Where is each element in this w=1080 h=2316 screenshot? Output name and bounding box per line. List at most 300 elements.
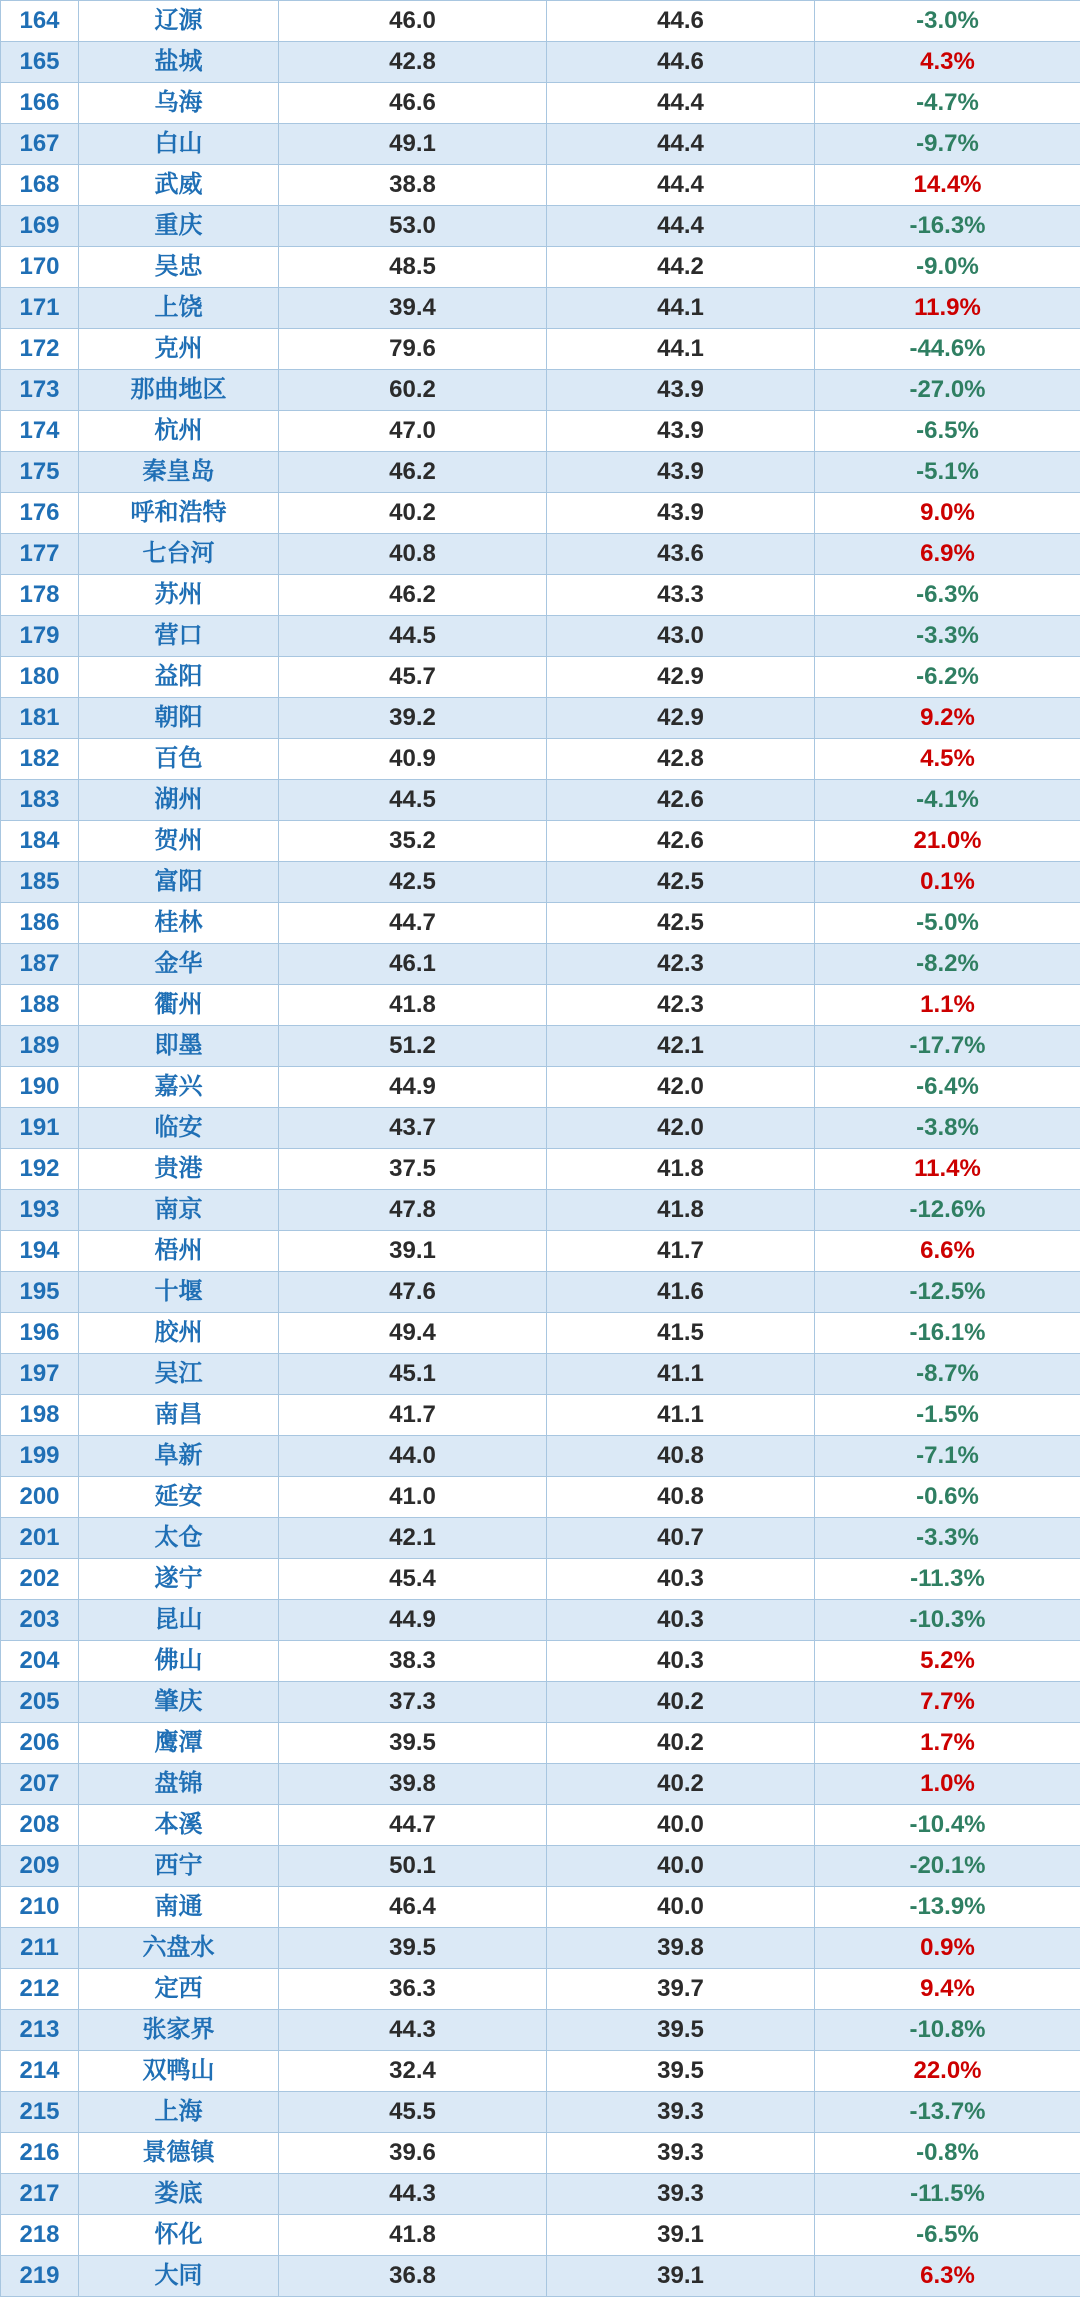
- cell-rank: 218: [1, 2215, 79, 2256]
- cell-value1: 44.0: [279, 1436, 547, 1477]
- cell-rank: 207: [1, 1764, 79, 1805]
- cell-city: 景德镇: [79, 2133, 279, 2174]
- cell-value1: 46.1: [279, 944, 547, 985]
- cell-change: -7.1%: [815, 1436, 1080, 1477]
- cell-rank: 211: [1, 1928, 79, 1969]
- cell-change: -4.7%: [815, 83, 1080, 124]
- cell-rank: 185: [1, 862, 79, 903]
- cell-value1: 49.4: [279, 1313, 547, 1354]
- cell-value2: 43.9: [547, 493, 815, 534]
- cell-rank: 199: [1, 1436, 79, 1477]
- table-row: [1, 821, 1080, 862]
- table-row: [1, 657, 1080, 698]
- cell-value1: 39.1: [279, 1231, 547, 1272]
- cell-value2: 41.5: [547, 1313, 815, 1354]
- table-row: [1, 1682, 1080, 1723]
- cell-value1: 44.3: [279, 2010, 547, 2051]
- table-row: [1, 903, 1080, 944]
- cell-city: 鹰潭: [79, 1723, 279, 1764]
- cell-change: -16.3%: [815, 206, 1080, 247]
- table-row: [1, 1026, 1080, 1067]
- cell-value1: 41.8: [279, 985, 547, 1026]
- table-body: [1, 1, 1080, 2297]
- cell-city: 张家界: [79, 2010, 279, 2051]
- cell-change: 11.9%: [815, 288, 1080, 329]
- cell-rank: 170: [1, 247, 79, 288]
- cell-value2: 42.0: [547, 1108, 815, 1149]
- table-row: [1, 698, 1080, 739]
- cell-city: 桂林: [79, 903, 279, 944]
- cell-city: 辽源: [79, 1, 279, 42]
- table-row: [1, 1764, 1080, 1805]
- table-row: [1, 411, 1080, 452]
- cell-value1: 41.7: [279, 1395, 547, 1436]
- cell-change: -11.5%: [815, 2174, 1080, 2215]
- cell-value1: 39.5: [279, 1928, 547, 1969]
- cell-value2: 43.9: [547, 452, 815, 493]
- table-row: [1, 452, 1080, 493]
- cell-value2: 40.3: [547, 1600, 815, 1641]
- table-row: [1, 247, 1080, 288]
- cell-city: 临安: [79, 1108, 279, 1149]
- cell-city: 即墨: [79, 1026, 279, 1067]
- cell-change: 0.1%: [815, 862, 1080, 903]
- cell-value2: 39.3: [547, 2092, 815, 2133]
- cell-change: -10.4%: [815, 1805, 1080, 1846]
- cell-value1: 32.4: [279, 2051, 547, 2092]
- cell-value1: 47.0: [279, 411, 547, 452]
- cell-change: -9.7%: [815, 124, 1080, 165]
- table-row: [1, 780, 1080, 821]
- cell-city: 南昌: [79, 1395, 279, 1436]
- cell-rank: 189: [1, 1026, 79, 1067]
- cell-rank: 171: [1, 288, 79, 329]
- table-row: [1, 575, 1080, 616]
- cell-value2: 42.6: [547, 821, 815, 862]
- cell-change: -12.6%: [815, 1190, 1080, 1231]
- cell-city: 遂宁: [79, 1559, 279, 1600]
- table-row: [1, 1395, 1080, 1436]
- cell-value2: 40.8: [547, 1436, 815, 1477]
- cell-city: 娄底: [79, 2174, 279, 2215]
- cell-rank: 213: [1, 2010, 79, 2051]
- cell-value1: 45.1: [279, 1354, 547, 1395]
- cell-value2: 42.6: [547, 780, 815, 821]
- table-row: [1, 1559, 1080, 1600]
- cell-value2: 41.7: [547, 1231, 815, 1272]
- cell-city: 上海: [79, 2092, 279, 2133]
- cell-value1: 39.5: [279, 1723, 547, 1764]
- cell-city: 南京: [79, 1190, 279, 1231]
- cell-value1: 60.2: [279, 370, 547, 411]
- cell-city: 朝阳: [79, 698, 279, 739]
- cell-change: -3.3%: [815, 616, 1080, 657]
- cell-value1: 45.4: [279, 1559, 547, 1600]
- cell-value2: 44.4: [547, 124, 815, 165]
- cell-city: 太仓: [79, 1518, 279, 1559]
- cell-city: 本溪: [79, 1805, 279, 1846]
- table-row: [1, 2215, 1080, 2256]
- cell-value1: 39.2: [279, 698, 547, 739]
- cell-city: 秦皇岛: [79, 452, 279, 493]
- cell-value1: 38.3: [279, 1641, 547, 1682]
- cell-rank: 184: [1, 821, 79, 862]
- table-row: [1, 1969, 1080, 2010]
- cell-value2: 40.2: [547, 1723, 815, 1764]
- table-row: [1, 944, 1080, 985]
- cell-value1: 79.6: [279, 329, 547, 370]
- table-row: [1, 1108, 1080, 1149]
- table-row: [1, 42, 1080, 83]
- cell-rank: 168: [1, 165, 79, 206]
- table-row: [1, 2133, 1080, 2174]
- cell-rank: 200: [1, 1477, 79, 1518]
- cell-city: 肇庆: [79, 1682, 279, 1723]
- cell-rank: 195: [1, 1272, 79, 1313]
- cell-rank: 204: [1, 1641, 79, 1682]
- table-row: [1, 1313, 1080, 1354]
- cell-change: -27.0%: [815, 370, 1080, 411]
- cell-city: 呼和浩特: [79, 493, 279, 534]
- table-row: [1, 2174, 1080, 2215]
- cell-value1: 46.6: [279, 83, 547, 124]
- cell-rank: 198: [1, 1395, 79, 1436]
- table-row: [1, 1846, 1080, 1887]
- cell-value1: 39.4: [279, 288, 547, 329]
- cell-city: 十堰: [79, 1272, 279, 1313]
- cell-value1: 44.5: [279, 780, 547, 821]
- table-row: [1, 1354, 1080, 1395]
- table-row: [1, 1805, 1080, 1846]
- cell-change: 7.7%: [815, 1682, 1080, 1723]
- cell-rank: 187: [1, 944, 79, 985]
- cell-value1: 37.5: [279, 1149, 547, 1190]
- table-row: [1, 1600, 1080, 1641]
- table-row: [1, 2010, 1080, 2051]
- table-row: [1, 1, 1080, 42]
- cell-city: 佛山: [79, 1641, 279, 1682]
- cell-city: 盘锦: [79, 1764, 279, 1805]
- cell-rank: 208: [1, 1805, 79, 1846]
- cell-rank: 197: [1, 1354, 79, 1395]
- cell-value2: 41.1: [547, 1354, 815, 1395]
- cell-value2: 41.8: [547, 1149, 815, 1190]
- cell-change: -8.2%: [815, 944, 1080, 985]
- cell-change: 6.3%: [815, 2256, 1080, 2297]
- cell-change: 22.0%: [815, 2051, 1080, 2092]
- cell-value1: 40.8: [279, 534, 547, 575]
- cell-rank: 181: [1, 698, 79, 739]
- cell-change: -4.1%: [815, 780, 1080, 821]
- cell-rank: 203: [1, 1600, 79, 1641]
- cell-value2: 40.0: [547, 1846, 815, 1887]
- cell-city: 武威: [79, 165, 279, 206]
- cell-value2: 40.2: [547, 1764, 815, 1805]
- cell-value1: 44.9: [279, 1067, 547, 1108]
- cell-change: -11.3%: [815, 1559, 1080, 1600]
- cell-value1: 40.2: [279, 493, 547, 534]
- table-row: [1, 1067, 1080, 1108]
- table-row: [1, 1723, 1080, 1764]
- cell-value1: 45.7: [279, 657, 547, 698]
- cell-value2: 42.3: [547, 944, 815, 985]
- cell-city: 盐城: [79, 42, 279, 83]
- cell-change: -16.1%: [815, 1313, 1080, 1354]
- cell-value1: 40.9: [279, 739, 547, 780]
- cell-value1: 44.7: [279, 1805, 547, 1846]
- cell-city: 吴忠: [79, 247, 279, 288]
- cell-value1: 44.5: [279, 616, 547, 657]
- cell-city: 六盘水: [79, 1928, 279, 1969]
- cell-rank: 194: [1, 1231, 79, 1272]
- cell-value1: 42.1: [279, 1518, 547, 1559]
- cell-change: -6.5%: [815, 2215, 1080, 2256]
- cell-value2: 42.8: [547, 739, 815, 780]
- cell-change: -20.1%: [815, 1846, 1080, 1887]
- cell-city: 湖州: [79, 780, 279, 821]
- table-row: [1, 739, 1080, 780]
- cell-city: 昆山: [79, 1600, 279, 1641]
- cell-rank: 175: [1, 452, 79, 493]
- cell-change: -6.4%: [815, 1067, 1080, 1108]
- cell-rank: 214: [1, 2051, 79, 2092]
- cell-rank: 202: [1, 1559, 79, 1600]
- table-row: [1, 124, 1080, 165]
- cell-city: 衢州: [79, 985, 279, 1026]
- cell-change: -12.5%: [815, 1272, 1080, 1313]
- cell-value1: 39.6: [279, 2133, 547, 2174]
- cell-change: -8.7%: [815, 1354, 1080, 1395]
- cell-value2: 43.9: [547, 411, 815, 452]
- cell-value2: 39.1: [547, 2215, 815, 2256]
- cell-rank: 215: [1, 2092, 79, 2133]
- cell-city: 克州: [79, 329, 279, 370]
- cell-rank: 219: [1, 2256, 79, 2297]
- cell-value2: 42.3: [547, 985, 815, 1026]
- cell-change: -44.6%: [815, 329, 1080, 370]
- cell-value2: 44.2: [547, 247, 815, 288]
- cell-value2: 41.6: [547, 1272, 815, 1313]
- cell-rank: 178: [1, 575, 79, 616]
- cell-value2: 41.8: [547, 1190, 815, 1231]
- cell-rank: 217: [1, 2174, 79, 2215]
- cell-city: 七台河: [79, 534, 279, 575]
- cell-value1: 36.8: [279, 2256, 547, 2297]
- cell-city: 阜新: [79, 1436, 279, 1477]
- cell-value2: 41.1: [547, 1395, 815, 1436]
- cell-value1: 44.9: [279, 1600, 547, 1641]
- cell-value2: 39.7: [547, 1969, 815, 2010]
- table-row: [1, 1190, 1080, 1231]
- cell-value2: 43.9: [547, 370, 815, 411]
- cell-change: -3.0%: [815, 1, 1080, 42]
- cell-rank: 188: [1, 985, 79, 1026]
- cell-change: -9.0%: [815, 247, 1080, 288]
- cell-rank: 180: [1, 657, 79, 698]
- cell-value2: 40.3: [547, 1559, 815, 1600]
- table-row: [1, 370, 1080, 411]
- cell-change: 11.4%: [815, 1149, 1080, 1190]
- cell-value2: 40.7: [547, 1518, 815, 1559]
- cell-city: 上饶: [79, 288, 279, 329]
- table-row: [1, 83, 1080, 124]
- table-row: [1, 288, 1080, 329]
- cell-value2: 39.8: [547, 1928, 815, 1969]
- cell-city: 金华: [79, 944, 279, 985]
- cell-rank: 172: [1, 329, 79, 370]
- cell-city: 重庆: [79, 206, 279, 247]
- table-row: [1, 493, 1080, 534]
- cell-change: 6.6%: [815, 1231, 1080, 1272]
- cell-value2: 43.3: [547, 575, 815, 616]
- cell-city: 营口: [79, 616, 279, 657]
- cell-city: 贵港: [79, 1149, 279, 1190]
- cell-value2: 40.3: [547, 1641, 815, 1682]
- cell-rank: 182: [1, 739, 79, 780]
- table-row: [1, 1641, 1080, 1682]
- cell-value2: 40.2: [547, 1682, 815, 1723]
- cell-change: 1.7%: [815, 1723, 1080, 1764]
- cell-value2: 44.4: [547, 165, 815, 206]
- cell-value2: 40.0: [547, 1805, 815, 1846]
- cell-city: 怀化: [79, 2215, 279, 2256]
- table-row: [1, 2256, 1080, 2297]
- table-row: [1, 1231, 1080, 1272]
- cell-change: -0.6%: [815, 1477, 1080, 1518]
- table-row: [1, 862, 1080, 903]
- cell-city: 白山: [79, 124, 279, 165]
- cell-value1: 46.4: [279, 1887, 547, 1928]
- table-row: [1, 2092, 1080, 2133]
- cell-value1: 42.8: [279, 42, 547, 83]
- cell-value2: 42.1: [547, 1026, 815, 1067]
- cell-change: -10.8%: [815, 2010, 1080, 2051]
- cell-change: 6.9%: [815, 534, 1080, 575]
- cell-city: 贺州: [79, 821, 279, 862]
- cell-value2: 39.1: [547, 2256, 815, 2297]
- cell-city: 南通: [79, 1887, 279, 1928]
- cell-value2: 42.0: [547, 1067, 815, 1108]
- table-row: [1, 165, 1080, 206]
- cell-value1: 43.7: [279, 1108, 547, 1149]
- cell-city: 双鸭山: [79, 2051, 279, 2092]
- cell-change: -5.0%: [815, 903, 1080, 944]
- cell-city: 梧州: [79, 1231, 279, 1272]
- table-row: [1, 206, 1080, 247]
- cell-change: 9.0%: [815, 493, 1080, 534]
- table-row: [1, 985, 1080, 1026]
- cell-city: 杭州: [79, 411, 279, 452]
- cell-value1: 41.0: [279, 1477, 547, 1518]
- table-row: [1, 1477, 1080, 1518]
- cell-change: -6.2%: [815, 657, 1080, 698]
- cell-value2: 42.5: [547, 862, 815, 903]
- cell-change: -1.5%: [815, 1395, 1080, 1436]
- cell-rank: 201: [1, 1518, 79, 1559]
- cell-rank: 166: [1, 83, 79, 124]
- cell-city: 百色: [79, 739, 279, 780]
- cell-rank: 210: [1, 1887, 79, 1928]
- cell-city: 益阳: [79, 657, 279, 698]
- cell-value1: 44.7: [279, 903, 547, 944]
- cell-city: 西宁: [79, 1846, 279, 1887]
- cell-rank: 190: [1, 1067, 79, 1108]
- cell-change: 4.3%: [815, 42, 1080, 83]
- table-row: [1, 1518, 1080, 1559]
- cell-change: -3.3%: [815, 1518, 1080, 1559]
- table-row: [1, 616, 1080, 657]
- cell-change: -0.8%: [815, 2133, 1080, 2174]
- cell-rank: 205: [1, 1682, 79, 1723]
- cell-city: 延安: [79, 1477, 279, 1518]
- cell-rank: 206: [1, 1723, 79, 1764]
- cell-rank: 212: [1, 1969, 79, 2010]
- cell-value1: 35.2: [279, 821, 547, 862]
- cell-value1: 42.5: [279, 862, 547, 903]
- cell-value1: 36.3: [279, 1969, 547, 2010]
- cell-value1: 41.8: [279, 2215, 547, 2256]
- cell-value2: 39.5: [547, 2010, 815, 2051]
- cell-value1: 46.2: [279, 575, 547, 616]
- cell-rank: 193: [1, 1190, 79, 1231]
- table-row: [1, 1272, 1080, 1313]
- cell-rank: 216: [1, 2133, 79, 2174]
- cell-city: 胶州: [79, 1313, 279, 1354]
- cell-value1: 39.8: [279, 1764, 547, 1805]
- cell-change: 1.0%: [815, 1764, 1080, 1805]
- table-row: [1, 1928, 1080, 1969]
- cell-city: 大同: [79, 2256, 279, 2297]
- cell-change: 5.2%: [815, 1641, 1080, 1682]
- table-row: [1, 1149, 1080, 1190]
- cell-city: 定西: [79, 1969, 279, 2010]
- cell-value2: 44.4: [547, 83, 815, 124]
- cell-change: -13.7%: [815, 2092, 1080, 2133]
- cell-rank: 209: [1, 1846, 79, 1887]
- cell-city: 嘉兴: [79, 1067, 279, 1108]
- cell-rank: 164: [1, 1, 79, 42]
- cell-change: -17.7%: [815, 1026, 1080, 1067]
- cell-rank: 173: [1, 370, 79, 411]
- cell-value1: 50.1: [279, 1846, 547, 1887]
- cell-value2: 39.3: [547, 2133, 815, 2174]
- table-row: [1, 329, 1080, 370]
- cell-value1: 47.8: [279, 1190, 547, 1231]
- cell-value2: 44.1: [547, 288, 815, 329]
- cell-rank: 177: [1, 534, 79, 575]
- cell-change: -3.8%: [815, 1108, 1080, 1149]
- cell-value2: 44.6: [547, 42, 815, 83]
- cell-city: 那曲地区: [79, 370, 279, 411]
- cell-change: 0.9%: [815, 1928, 1080, 1969]
- table-row: [1, 2051, 1080, 2092]
- cell-value2: 40.8: [547, 1477, 815, 1518]
- cell-value2: 42.9: [547, 698, 815, 739]
- cell-value1: 51.2: [279, 1026, 547, 1067]
- cell-city: 吴江: [79, 1354, 279, 1395]
- cell-change: 1.1%: [815, 985, 1080, 1026]
- cell-rank: 169: [1, 206, 79, 247]
- cell-value2: 39.3: [547, 2174, 815, 2215]
- cell-value1: 37.3: [279, 1682, 547, 1723]
- cell-value2: 40.0: [547, 1887, 815, 1928]
- cell-city: 苏州: [79, 575, 279, 616]
- cell-value2: 43.0: [547, 616, 815, 657]
- cell-value2: 42.9: [547, 657, 815, 698]
- table-row: [1, 1887, 1080, 1928]
- cell-value1: 44.3: [279, 2174, 547, 2215]
- cell-rank: 179: [1, 616, 79, 657]
